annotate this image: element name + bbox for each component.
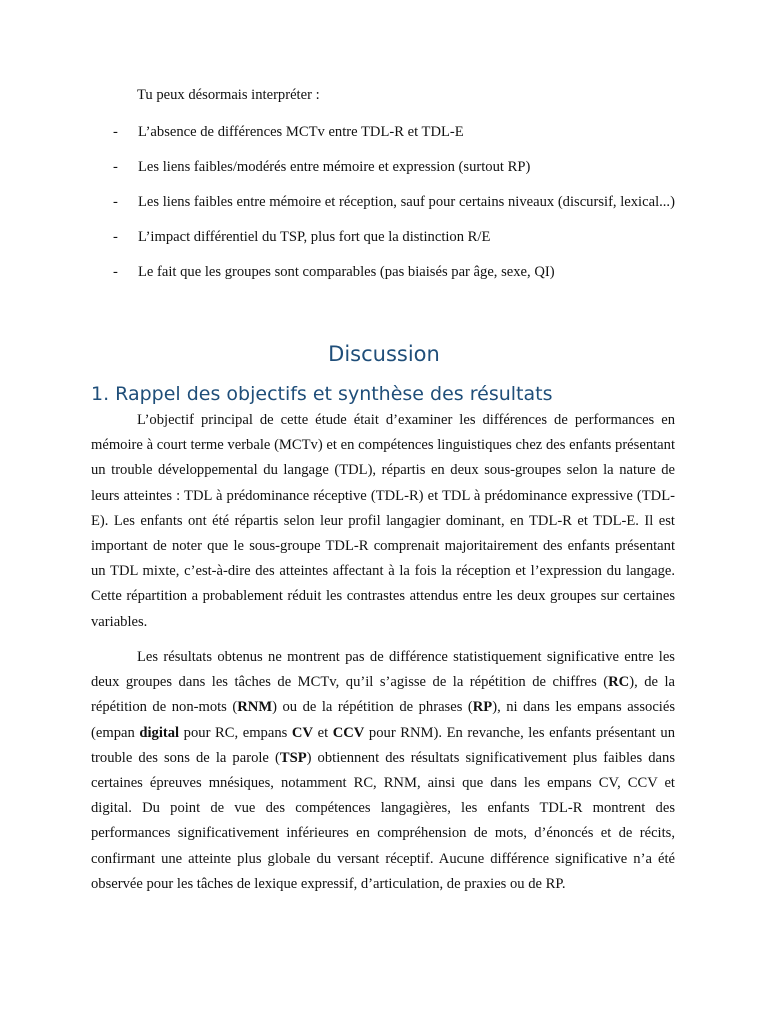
bold-term: TSP xyxy=(279,749,307,766)
bullet-dash: - xyxy=(113,159,118,175)
list-item-text: Le fait que les groupes sont comparables (pas biaisés par âge, sexe, QI) xyxy=(138,264,555,280)
text-run: pour RNM). En revanche, les enfants présentant un trouble des sons de la parole ( xyxy=(91,724,675,766)
text-run: Les résultats obtenus ne montrent pas de différence statistiquement significative entre les deux groupes dans les tâches de MCTv, qu’il s’agisse de la répétition de chiffres ( xyxy=(91,649,675,691)
text-run: et xyxy=(313,724,333,741)
section-heading: 1. Rappel des objectifs et synthèse des résultats xyxy=(91,383,553,405)
list-item xyxy=(0,225,768,250)
bullet-dash: - xyxy=(113,124,118,140)
intro-line: Tu peux désormais interpréter : xyxy=(137,87,320,103)
bold-term: digital xyxy=(139,724,180,741)
list-item xyxy=(0,155,768,180)
text-run: ) ou de la répétition de phrases ( xyxy=(272,699,473,716)
bold-term: CV xyxy=(291,724,313,741)
text-run: ), ni dans les empans associés (empan xyxy=(91,699,676,741)
bold-term: CCV xyxy=(332,724,365,741)
list-item xyxy=(0,190,768,215)
paragraph-objectives: L’objectif principal de cette étude était d’examiner les différences de performances en mémoire à court terme verbale (MCTv) et en compétences linguistiques chez des enfants présentant un trouble développemental du langage (TDL), répartis en deux sous-groupes selon la nature de leurs atteintes : TDL à prédominance réceptive (TDL-R) et TDL à prédominance expressive (TDL-E). Les enfants ont été répartis selon leur profil langagier dominant, en TDL-R et TDL-E. Il est important de noter que le sous-groupe TDL-R comprenait majoritairement des enfants présentant un TDL mixte, c’est-à-dire des atteintes affectant à la fois la réception et l’expression du langage. Cette répartition a probablement réduit les contrastes attendus entre les deux groupes sur certaines variables. xyxy=(91,412,675,630)
list-item-text: Les liens faibles entre mémoire et réception, sauf pour certains niveaux (discursif, lexical...) xyxy=(138,194,675,210)
list-item-text: Les liens faibles/modérés entre mémoire et expression (surtout RP) xyxy=(138,159,531,175)
text-run: pour RC, empans xyxy=(179,724,292,741)
bold-term: RC xyxy=(608,674,630,691)
bold-term: RNM xyxy=(237,699,273,716)
interpretation-list xyxy=(0,120,768,295)
list-item-text: L’absence de différences MCTv entre TDL-R et TDL-E xyxy=(138,124,464,140)
list-item xyxy=(0,260,768,285)
list-item-text: L’impact différentiel du TSP, plus fort que la distinction R/E xyxy=(138,229,491,245)
discussion-heading: Discussion xyxy=(328,342,440,366)
list-item xyxy=(0,120,768,145)
text-run: ) obtiennent des résultats significativement plus faibles dans certaines épreuves mnésiques, notamment RC, RNM, ainsi que dans les empans CV, CCV et digital. Du point de vue des compétences langagières, les enfants TDL-R montrent des performances significativement inférieures en compréhension de mots, d’énoncés et de récits, confirmant une atteinte plus globale du versant réceptif. Aucune différence significative n’a été observée pour les tâches de lexique expressif, d’articulation, de praxies ou de RP. xyxy=(91,749,675,892)
bullet-dash: - xyxy=(113,194,118,210)
text-run: ), de la répétition de non-mots ( xyxy=(91,674,675,716)
bullet-dash: - xyxy=(113,229,118,245)
bullet-dash: - xyxy=(113,264,118,280)
paragraph-results xyxy=(91,645,675,897)
bold-term: RP xyxy=(472,699,493,716)
